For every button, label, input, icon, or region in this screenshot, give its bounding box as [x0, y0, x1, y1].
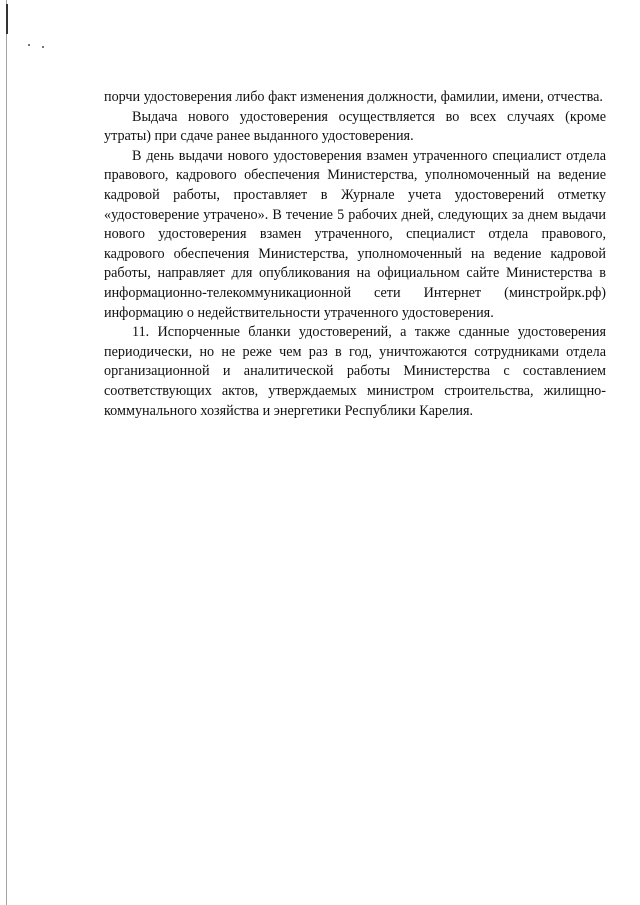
paragraph-continuation: порчи удостоверения либо факт изменения должности, фамилии, имени, отчества. — [104, 89, 603, 105]
scan-speck — [28, 44, 30, 46]
scan-corner-mark — [6, 4, 8, 34]
document-body — [104, 88, 606, 421]
paragraph-issuance: Выдача нового удостоверения осуществляется во всех случаях (кроме утраты) при сдаче ранее выданного удостоверения. — [104, 108, 606, 145]
scan-speck — [42, 46, 44, 48]
paragraph-destruction: 11. Испорченные бланки удостоверений, а также сданные удостоверения периодически, но не реже чем раз в год, уничтожаются сотрудниками отдела организационной и аналитической работы Министерства с составлением соответствующих актов, утверждаемых министром строительства, жилищно-коммунального хозяйства и энергетики Республики Карелия. — [104, 324, 606, 419]
paragraph-lost-certificate: В день выдачи нового удостоверения взамен утраченного специалист отдела правового, кадрового обеспечения Министерства, уполномоченный на ведение кадровой работы, проставляет в Журнале учета удостоверений отметку «удостоверение утрачено». В течение 5 рабочих дней, следующих за днем выдачи нового удостоверения взамен утраченного, специалист отдела правового, кадрового обеспечения Министерства, уполномоченный на ведение кадровой работы, направляет для опубликования на официальном сайте Министерства в информационно-телекоммуникационной сети Интернет (минстройрк.рф) информацию о недействительности утраченного удостоверения. — [104, 147, 606, 321]
scan-left-edge — [6, 0, 7, 905]
